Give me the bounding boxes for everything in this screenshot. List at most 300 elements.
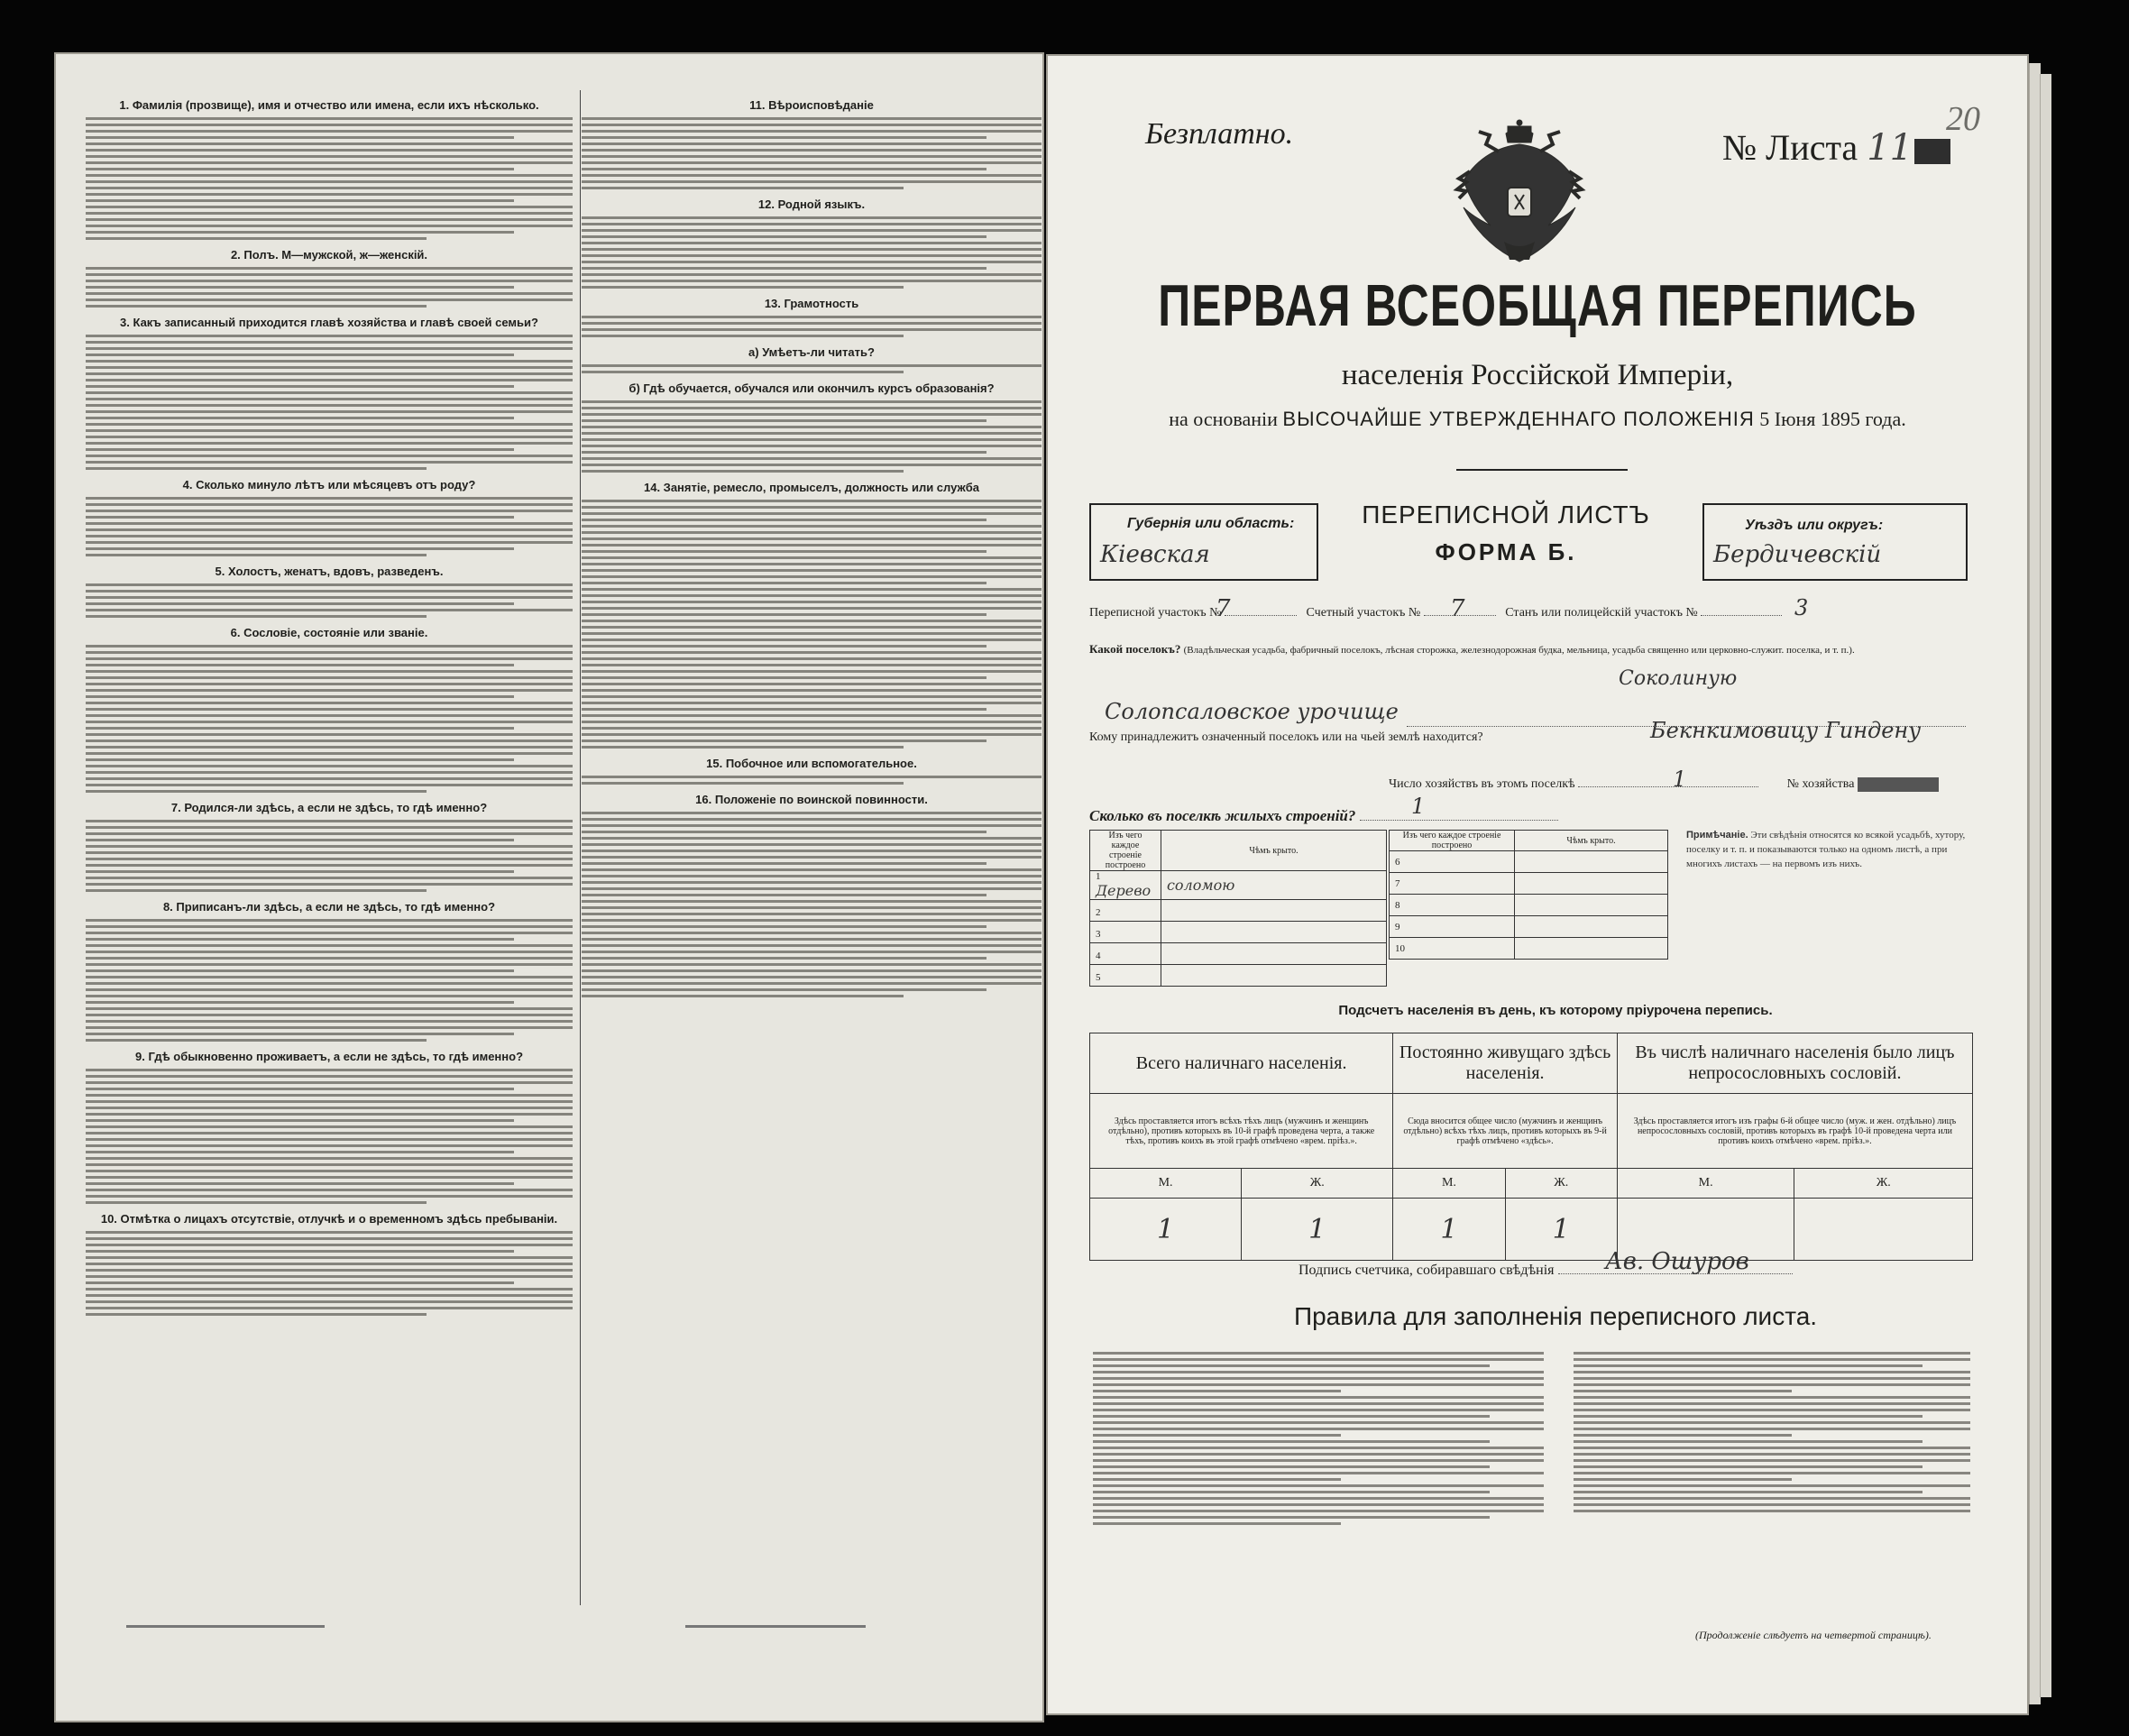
text-line: [1574, 1383, 1970, 1386]
text-line: [86, 1094, 573, 1097]
text-line: [86, 758, 514, 761]
text-line: [86, 1237, 573, 1240]
table-row: 6: [1390, 851, 1668, 873]
text-line: [582, 464, 1042, 466]
section-heading: 11. Вѣроисповѣданіе: [749, 98, 874, 112]
text-line: [582, 881, 1042, 884]
text-line: [582, 594, 1042, 597]
text-line: [86, 193, 573, 196]
text-line: [582, 626, 1042, 629]
text-line: [86, 347, 573, 350]
buildings-table-right: Изъ чего каждое строеніе построено Чѣмъ крыто. 6 7 8 9 10: [1389, 830, 1668, 960]
count-column-head: Всего наличнаго населенія.: [1090, 1033, 1393, 1094]
text-line: [86, 554, 427, 556]
section-heading: 9. Гдѣ обыкновенно проживаетъ, а если не здѣсь, то гдѣ именно?: [134, 1050, 524, 1063]
text-line: [86, 1001, 514, 1004]
text-line: [1093, 1472, 1544, 1474]
text-line: [86, 982, 573, 985]
text-line: [1574, 1503, 1970, 1506]
printer-footer-left: [126, 1621, 325, 1631]
section-heading: 6. Сословіе, состояніе или званіе.: [230, 626, 428, 639]
text-line: [582, 951, 1042, 953]
text-line: [582, 776, 1042, 778]
text-line: [582, 988, 986, 991]
text-line: [86, 790, 427, 793]
text-line: [86, 919, 573, 922]
text-line: [1574, 1364, 1923, 1367]
text-line: [86, 372, 573, 375]
text-line: [1093, 1478, 1341, 1481]
text-line: [86, 341, 573, 344]
gender-label: М.: [1090, 1169, 1242, 1199]
gender-label: Ж.: [1242, 1169, 1393, 1199]
text-line: [582, 575, 1042, 578]
text-line: [86, 733, 573, 736]
text-line: [1093, 1510, 1544, 1512]
text-line: [86, 1157, 573, 1160]
rules-column-2: [1574, 1348, 1970, 1516]
text-line: [582, 117, 1042, 120]
text-line: [582, 727, 1042, 730]
text-line: [1574, 1453, 1970, 1456]
text-line: [582, 862, 986, 865]
text-line: [582, 556, 1042, 559]
text-line: [582, 932, 1042, 934]
text-line: [582, 925, 986, 928]
households-row: Число хозяйствъ въ этомъ поселкѣ № хозяйства: [1389, 777, 1939, 792]
text-line: [582, 537, 1042, 540]
text-line: [582, 963, 1042, 966]
text-line: [582, 831, 986, 833]
text-line: [86, 168, 514, 170]
text-line: [86, 1182, 514, 1185]
text-line: [86, 1132, 573, 1134]
text-line: [582, 894, 986, 896]
text-line: [86, 1275, 573, 1278]
text-line: [86, 870, 514, 873]
text-line: [582, 733, 1042, 736]
text-line: [582, 689, 1042, 692]
text-line: [86, 442, 573, 445]
text-line: [582, 216, 1042, 219]
text-line: [86, 510, 573, 512]
text-line: [86, 305, 427, 308]
count-column-desc: Здѣсь проставляется итогъ всѣхъ тѣхъ лицъ (мужчинъ и женщинъ отдѣльно), противъ которыхъ въ 10-й графѣ проведена черта, а также тѣхъ, противъ коихъ въ этой графѣ отмѣчено «врем. пріѣз.».: [1090, 1094, 1393, 1169]
gender-label: Ж.: [1505, 1169, 1617, 1199]
text-line: [582, 746, 904, 749]
table-row: 9: [1390, 916, 1668, 938]
text-line: [86, 765, 573, 767]
document-basis: на основаніи ВЫСОЧАЙШЕ УТВЕРЖДЕННАГО ПОЛОЖЕНІЯ 5 Іюня 1895 года.: [1169, 408, 1906, 430]
text-line: [86, 714, 573, 717]
section-heading: 3. Какъ записанный приходится главѣ хозяйства и главѣ своей семьи?: [120, 316, 538, 329]
text-line: [86, 206, 573, 208]
text-line: [86, 429, 573, 432]
text-line: [1093, 1465, 1490, 1468]
census-area-row: Переписной участокъ № Счетный участокъ № Станъ или полицейскій участокъ №: [1089, 606, 1782, 620]
text-line: [86, 379, 573, 381]
text-line: [86, 1195, 573, 1198]
text-line: [86, 1151, 514, 1153]
text-line: [86, 826, 573, 829]
text-line: [1093, 1415, 1490, 1418]
text-line: [582, 161, 1042, 164]
buildings-table-left: Изъ чего каждое строеніе построено Чѣмъ крыто. 1 Дерево соломою 2 3 4 5: [1089, 830, 1387, 987]
text-line: [86, 721, 573, 723]
text-line: [1093, 1447, 1544, 1449]
text-line: [582, 235, 986, 238]
text-line: [86, 136, 514, 139]
text-line: [86, 335, 573, 337]
text-line: [86, 602, 514, 605]
text-line: [1093, 1352, 1544, 1355]
count-title: Подсчетъ населенія въ день, къ которому пріурочена перепись.: [1338, 1003, 1773, 1018]
text-line: [86, 951, 573, 953]
text-line: [1574, 1390, 1792, 1392]
text-line: [582, 451, 986, 454]
section-heading: 12. Родной языкъ.: [757, 197, 866, 211]
text-line: [582, 438, 1042, 441]
table-row: 5: [1090, 965, 1387, 987]
gender-label: Ж.: [1794, 1169, 1973, 1199]
section-heading: 14. Занятіе, ремесло, промыселъ, должность или служба: [644, 481, 979, 494]
owner-row: Кому принадлежитъ означенный поселокъ или на чьей землѣ находится?: [1089, 730, 1483, 744]
text-line: [86, 832, 573, 835]
text-line: [86, 273, 573, 276]
text-line: [1574, 1478, 1792, 1481]
text-line: [582, 900, 1042, 903]
text-line: [582, 426, 1042, 428]
text-line: [86, 957, 573, 960]
text-line: [582, 130, 1042, 133]
text-line: [86, 130, 573, 133]
text-line: [86, 180, 573, 183]
text-line: [86, 1269, 573, 1272]
text-line: [86, 1256, 573, 1259]
section-heading: 4. Сколько минуло лѣтъ или мѣсяцевъ отъ роду?: [182, 478, 476, 491]
text-line: [582, 887, 1042, 890]
text-line: [86, 1033, 514, 1035]
text-line: [582, 812, 1042, 814]
text-line: [86, 1294, 573, 1297]
text-line: [86, 683, 573, 685]
text-line: [582, 136, 986, 139]
text-line: [86, 739, 573, 742]
text-line: [86, 938, 514, 941]
text-line: [86, 436, 573, 438]
text-line: [582, 470, 904, 473]
text-line: [1574, 1409, 1970, 1411]
text-line: [86, 651, 573, 654]
owner-value: Бекнкимовицу Гиндену: [1650, 718, 1922, 743]
text-line: [86, 237, 427, 240]
text-line: [86, 1020, 573, 1023]
uezd-value: Бердичевскій: [1713, 541, 1882, 568]
text-line: [86, 1007, 573, 1010]
text-line: [1093, 1396, 1544, 1399]
text-line: [582, 280, 1042, 282]
text-line: [582, 322, 1042, 325]
pencil-page-number: 20: [1946, 100, 1980, 138]
text-line: [582, 229, 1042, 232]
text-line: [1093, 1434, 1341, 1437]
text-line: [582, 168, 986, 170]
text-line: [86, 784, 573, 786]
text-line: [86, 1100, 573, 1103]
text-line: [86, 777, 573, 780]
text-line: [86, 360, 573, 363]
section-heading: 16. Положеніе по воинской повинности.: [695, 793, 928, 806]
text-line: [86, 1075, 573, 1078]
text-line: [86, 609, 573, 611]
text-line: [86, 851, 573, 854]
text-line: [1093, 1522, 1341, 1525]
document-title: ПЕРВАЯ ВСЕОБЩАЯ ПЕРЕПИСЬ: [1158, 272, 1917, 339]
table-row: 10: [1390, 938, 1668, 960]
text-line: [86, 467, 427, 470]
text-line: [86, 645, 573, 648]
text-line: [582, 544, 1042, 547]
section-heading: 5. Холостъ, женатъ, вдовъ, разведенъ.: [215, 565, 444, 578]
text-line: [86, 455, 573, 457]
count-column-head: Въ числѣ наличнаго населенія было лицъ непросословныхъ сословій.: [1617, 1033, 1972, 1094]
count-column-desc: Здѣсь проставляется итогъ изъ графы 6-й общее число (муж. и жен. отдѣльно) лицъ непросословныхъ сословій, противъ которыхъ въ графѣ 10-й проведена черта или противъ коихъ отмѣчено «врем. пріѣз.».: [1617, 1094, 1972, 1169]
text-line: [1574, 1510, 1970, 1512]
text-line: [582, 432, 1042, 435]
text-line: [86, 771, 573, 774]
text-line: [582, 913, 1042, 915]
stan-value: 3: [1794, 595, 1809, 620]
count-value: 1: [1090, 1199, 1242, 1261]
text-line: [582, 316, 1042, 318]
settlement-value-2: Соколиную: [1619, 667, 1738, 690]
text-line: [86, 174, 573, 177]
text-line: [1574, 1371, 1970, 1373]
count-value: 1: [1505, 1199, 1617, 1261]
text-line: [86, 727, 514, 730]
text-line: [86, 124, 573, 126]
text-line: [86, 410, 573, 413]
text-line: [86, 1144, 573, 1147]
text-line: [582, 261, 1042, 263]
text-line: [86, 889, 427, 892]
section-heading: 1. Фамилія (прозвище), имя и отчество или имена, если ихъ нѣсколько.: [119, 98, 539, 112]
text-line: [86, 231, 514, 234]
text-line: [582, 995, 904, 997]
text-line: [86, 366, 573, 369]
text-line: [582, 569, 1042, 572]
text-line: [86, 1107, 573, 1109]
text-line: [86, 1163, 573, 1166]
count-value: 1: [1393, 1199, 1505, 1261]
gubernia-value: Кіевская: [1100, 541, 1210, 568]
text-line: [582, 286, 904, 289]
text-line: [582, 976, 1042, 978]
text-line: [582, 875, 1042, 877]
text-line: [86, 292, 573, 295]
free-label: Безплатно.: [1145, 117, 1294, 151]
text-line: [582, 645, 986, 648]
text-line: [86, 925, 573, 928]
uezd-label: Уѣздъ или округъ:: [1745, 518, 1884, 533]
table-row: 8: [1390, 895, 1668, 916]
text-line: [1574, 1358, 1970, 1361]
text-line: [582, 445, 1042, 447]
text-line: [582, 856, 1042, 859]
gender-label: М.: [1617, 1169, 1794, 1199]
population-count-table: [1089, 1033, 1973, 1261]
text-line: [86, 695, 514, 698]
text-line: [86, 969, 514, 972]
page-edge: [2040, 74, 2051, 1697]
text-line: [582, 582, 986, 584]
section-heading: а) Умѣетъ-ли читать?: [748, 345, 875, 359]
count-value: [1794, 1199, 1973, 1261]
text-line: [1574, 1491, 1923, 1493]
text-line: [582, 868, 1042, 871]
text-line: [86, 541, 573, 544]
text-line: [582, 328, 1042, 331]
text-line: [1093, 1371, 1544, 1373]
text-line: [582, 620, 1042, 622]
text-line: [1093, 1402, 1544, 1405]
instructions-column-2: [582, 90, 1042, 1605]
text-line: [86, 1263, 573, 1265]
text-line: [86, 1201, 427, 1204]
rules-column-1: [1093, 1348, 1544, 1529]
text-line: [86, 1244, 573, 1246]
text-line: [1093, 1453, 1544, 1456]
text-line: [1574, 1402, 1970, 1405]
text-line: [582, 739, 986, 742]
text-line: [1093, 1428, 1544, 1430]
households-value: 1: [1673, 767, 1687, 792]
table-row: 3: [1090, 922, 1387, 943]
text-line: [86, 988, 573, 991]
text-line: [86, 155, 573, 158]
text-line: [582, 400, 1042, 403]
text-line: [86, 286, 514, 289]
text-line: [582, 223, 1042, 225]
count-column-desc: Сюда вносится общее число (мужчинъ и женщинъ отдѣльно) всѣхъ тѣхъ лицъ, противъ которыхъ въ 9-й графѣ отмѣчено «здѣсь».: [1393, 1094, 1618, 1169]
text-line: [582, 525, 1042, 528]
text-line: [86, 820, 573, 822]
text-line: [86, 1300, 573, 1303]
text-line: [582, 944, 1042, 947]
count-column-head: Постоянно живущаго здѣсь населенія.: [1393, 1033, 1618, 1094]
text-line: [1093, 1516, 1490, 1519]
settlement-row: Какой поселокъ? (Владѣльческая усадьба, фабричный поселокъ, лѣсная сторожка, железнодорожная будка, мельница, усадьба священно или церковно-служит. поселка, и т. п.).: [1089, 642, 1855, 656]
text-line: [582, 506, 1042, 509]
text-line: [86, 596, 573, 599]
text-line: [86, 161, 573, 164]
text-line: [1093, 1377, 1544, 1380]
text-line: [1574, 1440, 1923, 1443]
text-line: [86, 212, 573, 215]
text-line: [1574, 1465, 1923, 1468]
text-line: [86, 547, 514, 550]
text-line: [86, 1088, 514, 1090]
rules-title: Правила для заполненія переписного листа.: [1293, 1302, 1818, 1330]
section-heading: 10. Отмѣтка о лицахъ отсутствіе, отлучкѣ и о временномъ здѣсь пребываніи.: [100, 1212, 558, 1226]
text-line: [86, 1250, 514, 1253]
ink-stamp: [1914, 139, 1950, 164]
text-line: [582, 613, 986, 616]
text-line: [86, 1189, 573, 1191]
text-line: [582, 142, 1042, 145]
settlement-value: Солопсаловское урочище: [1105, 699, 1399, 724]
text-line: [1574, 1484, 1970, 1487]
text-line: [86, 1069, 573, 1071]
buildings-value: 1: [1411, 794, 1426, 819]
text-line: [86, 1026, 573, 1029]
section-heading: 13. Грамотность: [764, 297, 859, 310]
text-line: [582, 419, 986, 422]
section-heading: 8. Приписанъ-ли здѣсь, а если не здѣсь, то гдѣ именно?: [162, 900, 496, 914]
text-line: [86, 448, 514, 451]
text-line: [86, 1288, 573, 1291]
text-line: [86, 858, 573, 860]
text-line: [86, 1170, 573, 1172]
text-line: [1574, 1352, 1970, 1355]
form-name: ФОРМА Б.: [1435, 538, 1577, 565]
text-line: [86, 522, 573, 525]
text-line: [1093, 1421, 1544, 1424]
text-line: [86, 976, 573, 978]
text-line: [86, 354, 514, 356]
text-line: [86, 267, 573, 270]
text-line: [582, 657, 1042, 660]
imperial-eagle-emblem: [1452, 117, 1587, 271]
text-line: [86, 670, 573, 673]
text-line: [86, 839, 514, 841]
text-line: [1093, 1364, 1490, 1367]
text-line: [86, 1281, 514, 1284]
text-line: [86, 218, 573, 221]
text-line: [582, 824, 1042, 827]
text-line: [1093, 1440, 1490, 1443]
text-line: [86, 280, 573, 282]
text-line: [582, 242, 1042, 244]
text-line: [86, 676, 573, 679]
text-line: [582, 969, 1042, 972]
text-line: [582, 124, 1042, 126]
section-heading: 2. Полъ. М—мужской, ж—женскій.: [230, 248, 428, 262]
text-line: [582, 818, 1042, 821]
text-line: [86, 708, 573, 711]
text-line: [582, 957, 986, 960]
section-heading: б) Гдѣ обучается, обучался или окончилъ курсъ образованія?: [629, 381, 995, 395]
text-line: [582, 601, 1042, 603]
text-line: [582, 180, 1042, 183]
text-line: [86, 385, 514, 388]
text-line: [1093, 1497, 1544, 1500]
text-line: [1574, 1415, 1923, 1418]
text-line: [1574, 1377, 1970, 1380]
census-area-value: 7: [1216, 595, 1231, 622]
text-line: [86, 398, 573, 400]
gubernia-label: Губернія или область:: [1127, 516, 1295, 531]
text-line: [582, 254, 1042, 257]
text-line: [86, 864, 573, 867]
count-value: 1: [1242, 1199, 1393, 1261]
text-line: [86, 657, 573, 660]
gender-label: М.: [1393, 1169, 1505, 1199]
text-line: [582, 335, 904, 337]
table-row: 4: [1090, 943, 1387, 965]
text-line: [582, 714, 1042, 717]
text-line: [582, 155, 1042, 158]
